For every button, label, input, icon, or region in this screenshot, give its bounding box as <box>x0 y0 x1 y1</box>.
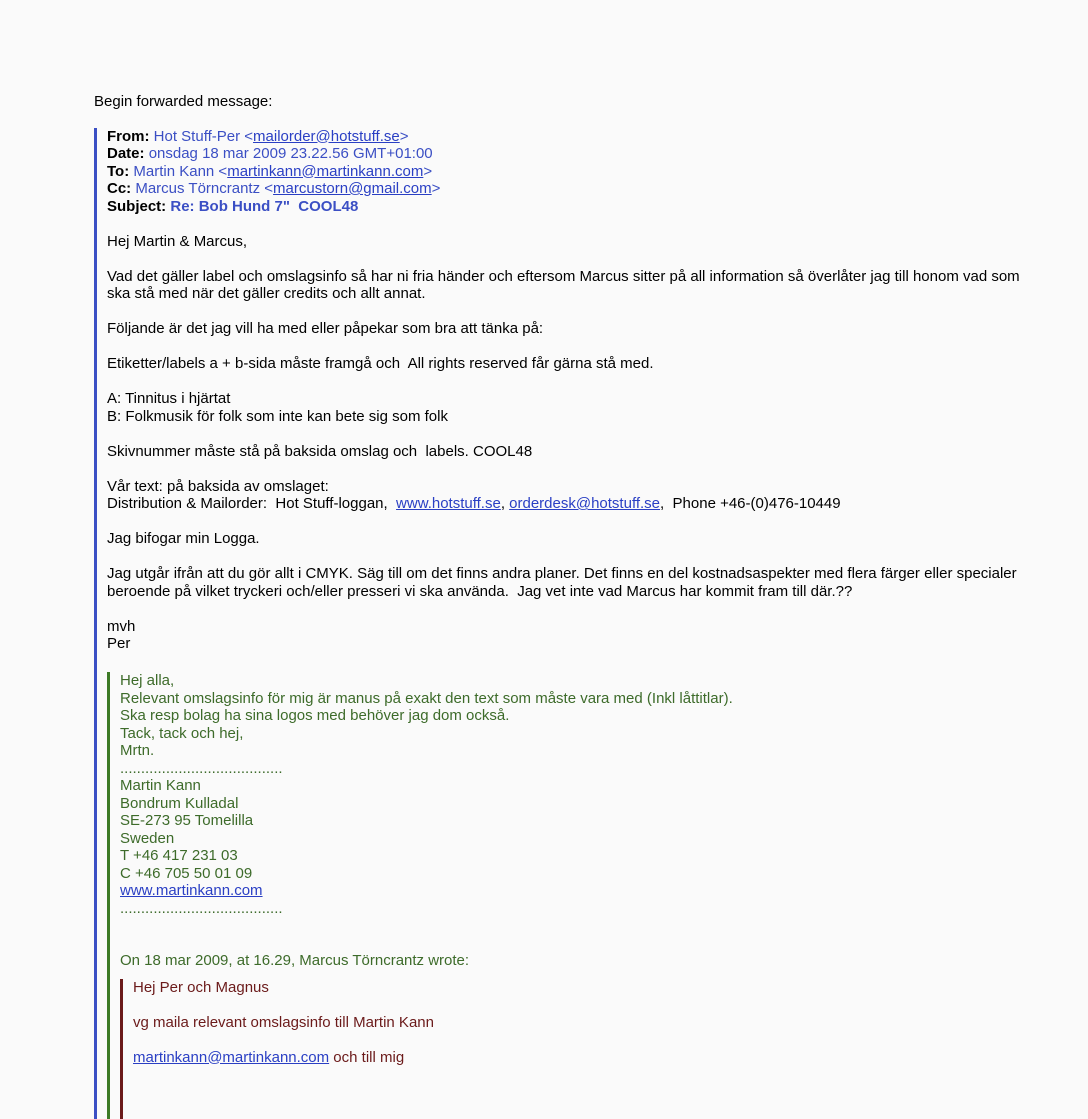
paragraph-4: Skivnummer måste stå på baksida omslag och labels. COOL48 <box>107 442 533 460</box>
from-label: From: <box>107 127 150 145</box>
to-label: To: <box>107 162 130 180</box>
paragraph-3: Etiketter/labels a + b-sida måste framgå och All rights reserved får gärna stå med. <box>107 355 654 372</box>
martin-dots-2: ....................................... <box>120 899 283 917</box>
cc-label: Cc: <box>107 180 132 197</box>
forwarded-message-block <box>94 128 1054 1119</box>
to-end: > <box>423 162 433 180</box>
cc-name: Marcus Törncrantz < <box>135 180 274 197</box>
orderdesk-email-link[interactable]: orderdesk@hotstuff.se <box>509 495 661 512</box>
martin-line-5: Mrtn. <box>120 742 155 759</box>
martin-web <box>120 882 1054 900</box>
paragraph-5-line-2 <box>107 495 1054 513</box>
martin-line-1: Hej alla, <box>120 672 175 689</box>
paragraph-1-line-1: Vad det gäller label och omslagsinfo så har ni fria händer och eftersom Marcus sitter på all information så överlåter jag till honom vad som <box>107 267 1020 285</box>
distribution-text: Distribution & Mailorder: Hot Stuff-loggan, <box>107 495 397 512</box>
header-to <box>107 163 1054 181</box>
hotstuff-web-link[interactable]: www.hotstuff.se <box>396 495 501 512</box>
martin-name: Martin Kann <box>120 777 201 794</box>
martin-address-1: Bondrum Kulladal <box>120 794 239 812</box>
from-end: > <box>399 127 409 145</box>
marcus-email-link[interactable]: martinkann@martinkann.com <box>133 1048 330 1066</box>
paragraph-7-line-2: beroende på vilket tryckeri och/eller presseri vi ska använda. Jag vet inte vad Marcus har kommit fram till där.?? <box>107 582 853 600</box>
side-b: B: Folkmusik för folk som inte kan bete sig som folk <box>107 407 448 425</box>
header-from <box>107 128 1054 146</box>
signature-name: Per <box>107 635 131 652</box>
signoff: mvh <box>107 617 136 635</box>
paragraph-5-line-1: Vår text: på baksida av omslaget: <box>107 477 329 495</box>
cc-email-link[interactable]: marcustorn@gmail.com <box>273 180 432 197</box>
paragraph-2: Följande är det jag vill ha med eller påpekar som bra att tänka på: <box>107 320 544 337</box>
cc-end: > <box>431 180 441 197</box>
marcus-line-2: vg maila relevant omslagsinfo till Martin Kann <box>133 1013 434 1031</box>
marcus-line-3-text: och till mig <box>329 1048 405 1066</box>
martin-attribution: On 18 mar 2009, at 16.29, Marcus Törncrantz wrote: <box>120 952 470 969</box>
header-subject <box>107 198 1054 216</box>
martin-line-2: Relevant omslagsinfo för mig är manus på exakt den text som måste vara med (Inkl låttitlar). <box>120 689 733 707</box>
side-a: A: Tinnitus i hjärtat <box>107 390 231 407</box>
martin-line-3: Ska resp bolag ha sina logos med behöver jag dom också. <box>120 707 510 724</box>
subject-label: Subject: <box>107 197 167 215</box>
email-document <box>94 93 1054 1119</box>
martin-address-2: SE-273 95 Tomelilla <box>120 812 254 829</box>
to-name: Martin Kann < <box>133 162 228 180</box>
martin-phone: T +46 417 231 03 <box>120 847 238 864</box>
forward-intro: Begin forwarded message: <box>94 93 273 110</box>
separator: , <box>500 495 510 512</box>
quoted-marcus-block <box>120 979 1054 1119</box>
header-date <box>107 145 1054 163</box>
from-email-link[interactable]: mailorder@hotstuff.se <box>253 127 400 145</box>
marcus-line-3 <box>133 1049 1054 1067</box>
martin-country: Sweden <box>120 829 175 847</box>
to-email-link[interactable]: martinkann@martinkann.com <box>227 162 424 180</box>
from-name: Hot Stuff-Per < <box>153 127 254 145</box>
martin-web-link[interactable]: www.martinkann.com <box>120 882 263 899</box>
martin-cell: C +46 705 50 01 09 <box>120 864 253 882</box>
martin-line-4: Tack, tack och hej, <box>120 724 244 742</box>
greeting: Hej Martin & Marcus, <box>107 232 248 250</box>
phone-text: , Phone +46-(0)476-10449 <box>660 495 841 512</box>
quoted-martin-block <box>107 672 1054 1119</box>
paragraph-1-line-2: ska stå med när det gäller credits och allt annat. <box>107 285 426 302</box>
martin-dots-1: ....................................... <box>120 759 283 777</box>
subject-value: Re: Bob Hund 7" COOL48 <box>170 197 359 215</box>
paragraph-6: Jag bifogar min Logga. <box>107 530 260 547</box>
marcus-line-1: Hej Per och Magnus <box>133 978 269 996</box>
date-value: onsdag 18 mar 2009 23.22.56 GMT+01:00 <box>148 145 433 162</box>
date-label: Date: <box>107 145 145 162</box>
paragraph-7-line-1: Jag utgår ifrån att du gör allt i CMYK. Säg till om det finns andra planer. Det finns en del kostnadsaspekter med flera färger eller specialer <box>107 565 1017 582</box>
header-cc <box>107 180 1054 198</box>
